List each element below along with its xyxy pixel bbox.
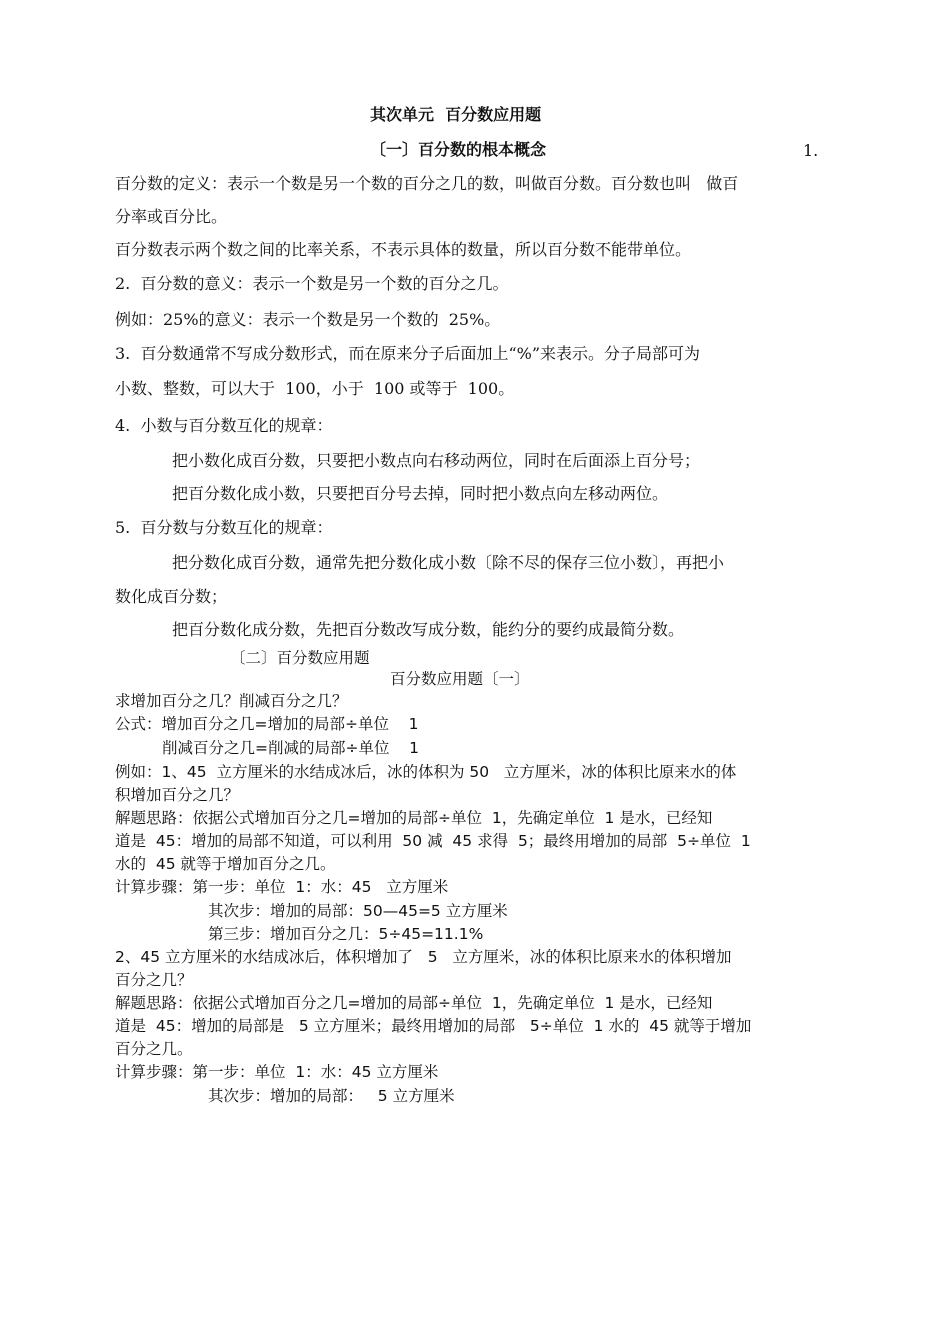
- body-line: 道是 45：增加的局部是 5 立方厘米；最终用增加的局部 5÷单位 1 水的 45 就等于增加: [115, 1017, 752, 1035]
- body-line: 其次步：增加的局部： 5 立方厘米: [208, 1087, 455, 1105]
- body-line: 2、45 立方厘米的水结成冰后，体积增加了 5 立方厘米，冰的体积比原来水的体积增加: [115, 948, 732, 966]
- paragraph-line: 2. 百分数的意义：表示一个数是另一个数的百分之几。: [115, 274, 509, 293]
- body-line: 解题思路：依据公式增加百分之几=增加的局部÷单位 1，先确定单位 1 是水，已经知: [115, 994, 713, 1012]
- section-heading: 〔一〕百分数的根本概念: [370, 140, 547, 159]
- paragraph-line: 百分数的定义：表示一个数是另一个数的百分之几的数，叫做百分数。百分数也叫 做百: [115, 174, 739, 193]
- body-line: 解题思路：依据公式增加百分之几=增加的局部÷单位 1，先确定单位 1 是水，已经知: [115, 809, 713, 827]
- subsection-heading: 百分数应用题〔一〕: [390, 670, 530, 688]
- paragraph-line: 把百分数化成分数，先把百分数改写成分数，能约分的要约成最简分数。: [172, 620, 685, 639]
- body-line: 百分之几？: [115, 971, 193, 989]
- body-line: 积增加百分之几？: [115, 786, 240, 804]
- body-line: 削减百分之几=削减的局部÷单位 1: [162, 739, 420, 757]
- section-heading: 〔二〕百分数应用题: [230, 649, 370, 667]
- body-line: 水的 45 就等于增加百分之几。: [115, 855, 336, 873]
- body-line: 例如：1、45 立方厘米的水结成冰后，冰的体积为 50 立方厘米，冰的体积比原来水的体: [115, 763, 737, 781]
- paragraph-line: 把分数化成百分数，通常先把分数化成小数〔除不尽的保存三位小数〕，再把小: [172, 553, 725, 572]
- body-line: 公式：增加百分之几=增加的局部÷单位 1: [115, 715, 419, 733]
- paragraph-line: 4. 小数与百分数互化的规章：: [115, 416, 333, 435]
- document-title: 其次单元 百分数应用题: [370, 105, 542, 124]
- paragraph-line: 3. 百分数通常不写成分数形式，而在原来分子后面加上“%”来表示。分子局部可为: [115, 344, 701, 363]
- paragraph-line: 例如：25%的意义：表示一个数是另一个数的 25%。: [115, 310, 501, 329]
- body-line: 计算步骤：第一步：单位 1：水：45 立方厘米: [115, 1063, 439, 1081]
- paragraph-line: 把百分数化成小数，只要把百分号去掉，同时把小数点向左移动两位。: [172, 484, 669, 503]
- body-line: 百分之几。: [115, 1040, 193, 1058]
- item-number: 1.: [803, 141, 819, 160]
- paragraph-line: 数化成百分数；: [115, 587, 228, 606]
- paragraph-line: 把小数化成百分数，只要把小数点向右移动两位，同时在后面添上百分号；: [172, 451, 701, 470]
- body-line: 道是 45：增加的局部不知道，可以利用 50 减 45 求得 5；最终用增加的局部 5÷单位 1: [115, 832, 751, 850]
- paragraph-line: 5. 百分数与分数互化的规章：: [115, 518, 333, 537]
- body-line: 第三步：增加百分之几：5÷45=11.1%: [208, 925, 484, 943]
- body-line: 计算步骤：第一步：单位 1：水：45 立方厘米: [115, 878, 449, 896]
- body-line: 求增加百分之几？削减百分之几？: [115, 692, 348, 710]
- body-line: 其次步：增加的局部：50—45=5 立方厘米: [208, 902, 508, 920]
- paragraph-line: 小数、整数，可以大于 100，小于 100 或等于 100。: [115, 379, 515, 398]
- paragraph-line: 百分数表示两个数之间的比率关系，不表示具体的数量，所以百分数不能带单位。: [115, 240, 692, 259]
- paragraph-line: 分率或百分比。: [115, 207, 228, 226]
